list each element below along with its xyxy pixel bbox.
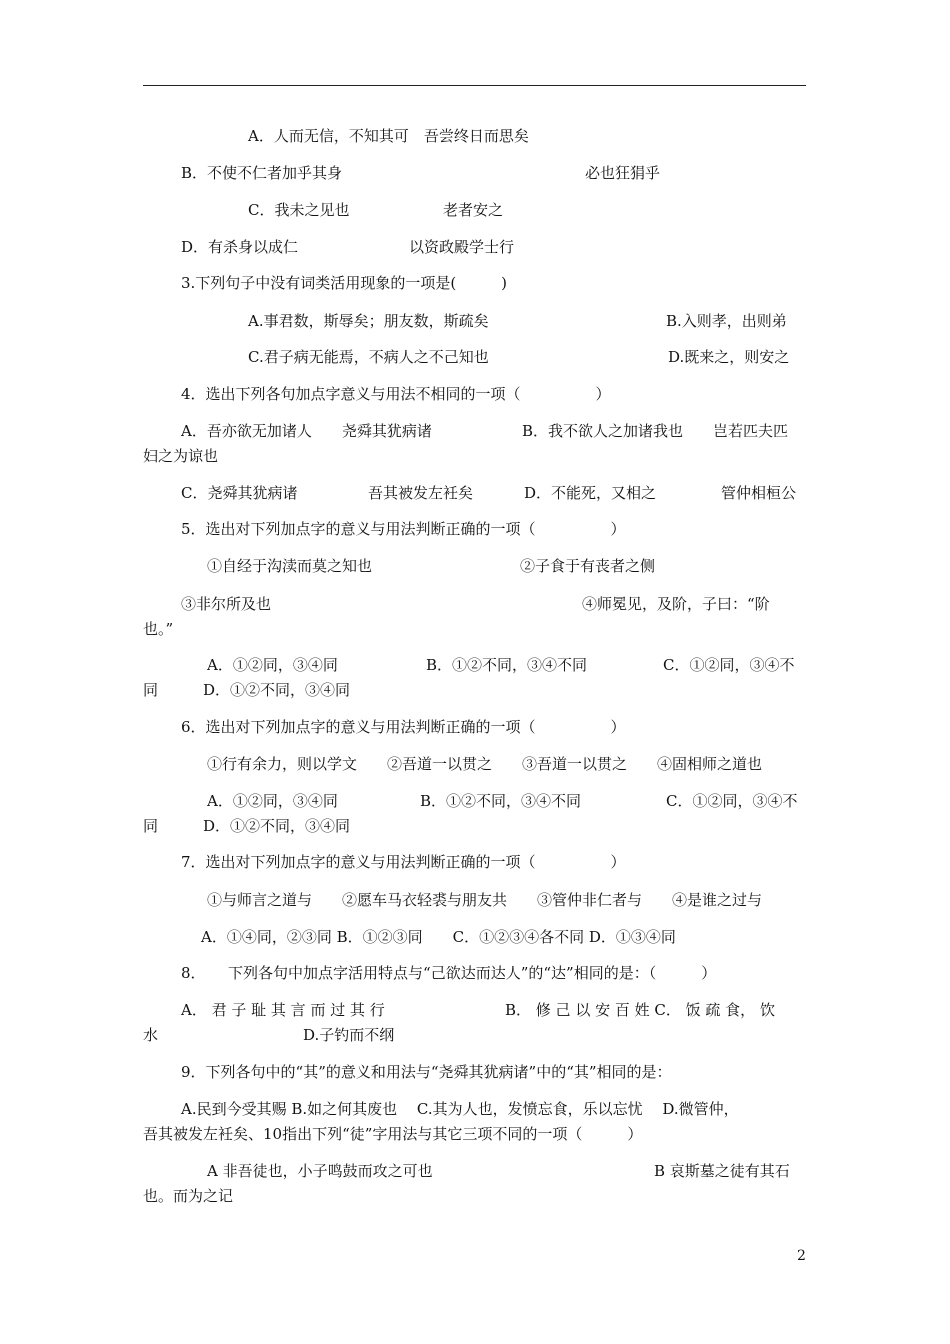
text-line: A． 君 子 耻 其 言 而 过 其 行 bbox=[181, 1001, 385, 1019]
text-line: ①与师言之道与 ②愿车马衣轻裘与朋友共 ③管仲非仁者与 ④是谁之过与 bbox=[207, 891, 763, 909]
question-4: 4．选出下列各句加点字意义与用法不相同的一项（ ） bbox=[181, 385, 611, 403]
text-line: D.既来之，则安之 bbox=[668, 348, 790, 366]
text-line: B．我不欲人之加诸我也 岂若匹夫匹 bbox=[522, 422, 789, 440]
text-line: C．①②同，③④不 bbox=[663, 656, 795, 674]
text-line: D.子钓而不纲 bbox=[303, 1026, 395, 1044]
text-line: 吾其被发左衽矣、10指出下列“徒”字用法与其它三项不同的一项（ ） bbox=[143, 1125, 643, 1143]
text-line: 吾其被发左衽矣 bbox=[368, 484, 474, 502]
text-line: ①行有余力，则以学文 ②吾道一以贯之 ③吾道一以贯之 ④固相师之道也 bbox=[207, 755, 763, 773]
page-number: 2 bbox=[797, 1248, 806, 1264]
text-line: B.入则孝，出则弟 bbox=[666, 312, 787, 330]
question-5: 5．选出对下列加点字的意义与用法判断正确的一项（ ） bbox=[181, 520, 626, 538]
text-line: A．吾亦欲无加诸人 尧舜其犹病诸 bbox=[181, 422, 432, 440]
text-line: A．人而无信，不知其可 吾尝终日而思矣 bbox=[248, 127, 529, 145]
text-line: A.事君数，斯辱矣；朋友数，斯疏矣 bbox=[248, 312, 489, 330]
text-line: A．①④同，②③同 B．①②③同 C．①②③④各不同 D．①③④同 bbox=[201, 928, 676, 946]
text-line: C.君子病无能焉，不病人之不己知也 bbox=[248, 348, 489, 366]
question-8: 8． 下列各句中加点字活用特点与“己欲达而达人”的“达”相同的是：（ ） bbox=[181, 964, 717, 982]
text-line: C．①②同，③④不 bbox=[666, 792, 798, 810]
text-line: D．有杀身以成仁 bbox=[181, 238, 299, 256]
text-line: C．尧舜其犹病诸 bbox=[181, 484, 298, 502]
text-line: A.民到今受其赐 B.如之何其废也 C.其为人也，发愤忘食，乐以忘忧 D.微管仲， bbox=[181, 1100, 739, 1118]
text-line: A．①②同，③④同 bbox=[207, 792, 338, 810]
text-line: ③非尔所及也 bbox=[181, 595, 272, 613]
text-line: B．①②不同，③④不同 bbox=[420, 792, 582, 810]
text-line: 老者安之 bbox=[443, 201, 504, 219]
question-6: 6．选出对下列加点字的意义与用法判断正确的一项（ ） bbox=[181, 718, 626, 736]
text-line: 水 bbox=[143, 1026, 159, 1044]
text-line: ②子食于有丧者之侧 bbox=[520, 557, 656, 575]
text-line: 必也狂狷乎 bbox=[585, 164, 661, 182]
text-line: B． 修 己 以 安 百 姓 C． 饭 疏 食， 饮 bbox=[505, 1001, 775, 1019]
text-line: 同 D．①②不同，③④同 bbox=[143, 817, 351, 835]
text-line: 也。” bbox=[143, 620, 174, 638]
question-9: 9．下列各句中的“其”的意义和用法与“尧舜其犹病诸”中的“其”相同的是： bbox=[181, 1063, 672, 1081]
text-line: D．不能死，又相之 bbox=[524, 484, 657, 502]
question-7: 7．选出对下列加点字的意义与用法判断正确的一项（ ） bbox=[181, 853, 626, 871]
text-line: 也。而为之记 bbox=[143, 1187, 234, 1205]
text-line: B．①②不同，③④不同 bbox=[426, 656, 588, 674]
text-line: B 哀斯墓之徒有其石 bbox=[654, 1162, 790, 1180]
text-line: A．①②同，③④同 bbox=[207, 656, 338, 674]
text-line: ④师冕见，及阶，子曰：“阶 bbox=[582, 595, 770, 613]
text-line: A 非吾徒也，小子鸣鼓而攻之可也 bbox=[207, 1162, 433, 1180]
text-line: 同 D．①②不同，③④同 bbox=[143, 681, 351, 699]
text-line: 以资政殿学士行 bbox=[409, 238, 515, 256]
text-line: 妇之为谅也 bbox=[143, 447, 219, 465]
header-rule bbox=[143, 85, 806, 86]
text-line: ①自经于沟渎而莫之知也 bbox=[207, 557, 373, 575]
text-line: C．我未之见也 bbox=[248, 201, 350, 219]
text-line: 管仲相桓公 bbox=[721, 484, 797, 502]
text-line: B．不使不仁者加乎其身 bbox=[181, 164, 343, 182]
question-3: 3.下列句子中没有词类活用现象的一项是( ) bbox=[181, 274, 508, 292]
